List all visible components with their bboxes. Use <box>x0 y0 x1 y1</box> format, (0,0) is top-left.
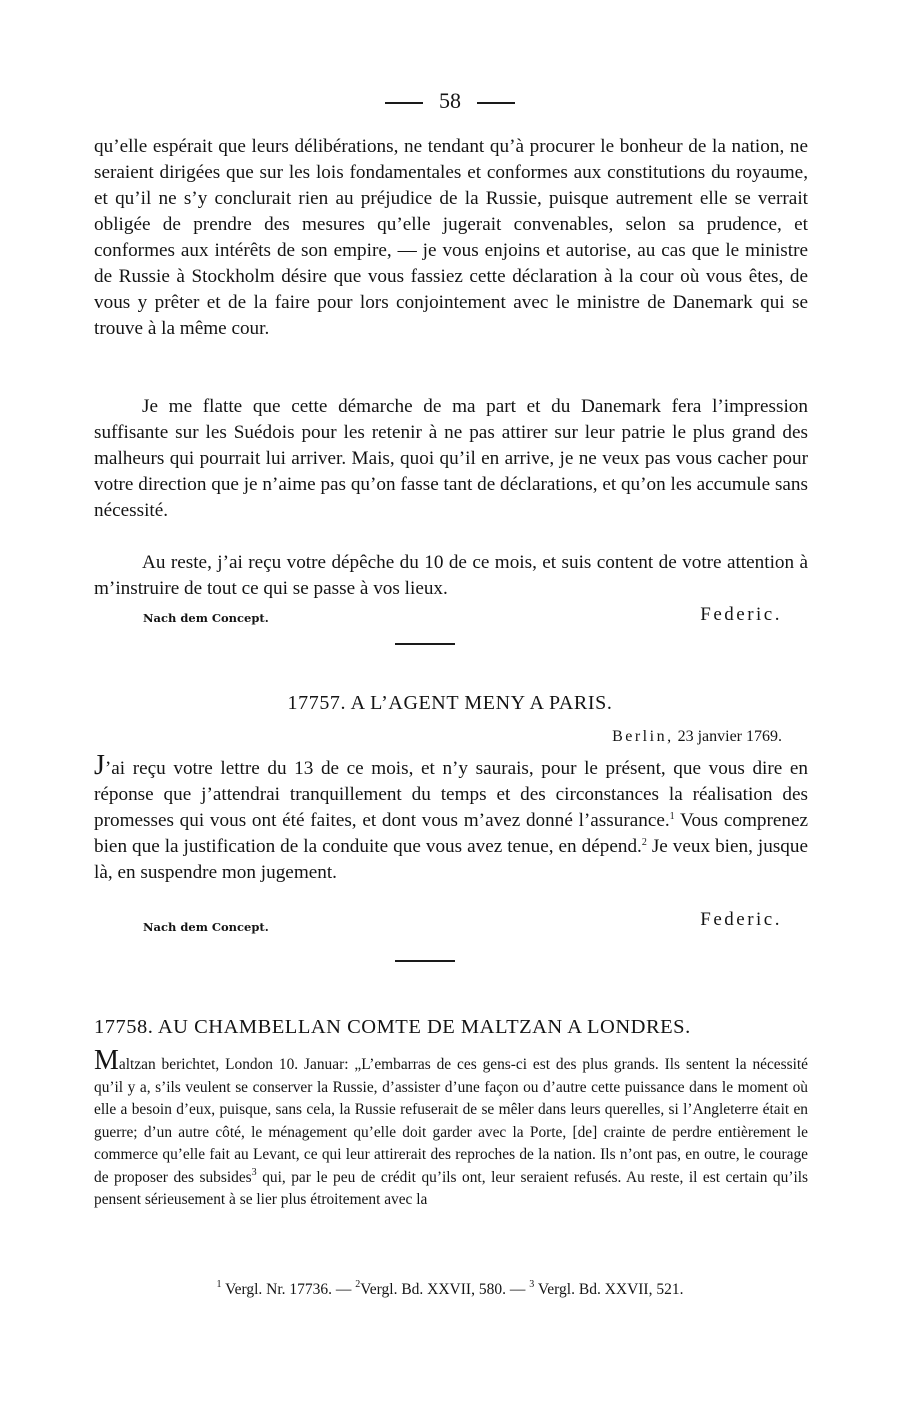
footnote-2-mark: 2 <box>355 1279 361 1290</box>
letter-2-text-b: Vous comprenez bien que la justification de la conduite que vous avez tenue, en dépend. <box>94 810 808 857</box>
letter-1-paragraph-2: Je me flatte que cette démarche de ma part et du Danemark fera l’impression suffisante sur les Suédois pour les retenir à ne pas attirer sur leur patrie le plus grand des malheurs qui pourrait lui arriver. Mais, quoi qu’il en arrive, je ne veux pas vous cacher pour votre direction que je n’aime pas qu’on fasse tant de déclarations, et qu’on les accumule sans nécessité. <box>94 396 808 521</box>
header-dash-right <box>477 102 515 104</box>
letter-3-text-b: qui, par le peu de crédit qu’ils ont, leur seraient refusés. Au reste, il est certain qu’ils pensent sérieusement à se lier plus étroitement avec la <box>94 1168 808 1208</box>
letter-3-body <box>94 1045 808 1212</box>
letter-2-date-city: Berlin, <box>612 728 674 745</box>
footnote-2 <box>355 1281 506 1298</box>
footnote-separator-1: — <box>335 1281 352 1298</box>
footnote-1-mark: 1 <box>216 1279 222 1290</box>
letter-3-heading: 17758. AU CHAMBELLAN COMTE DE MALTZAN A LONDRES. <box>94 1016 691 1038</box>
header-dash-left <box>385 102 423 104</box>
letter-1-source-note: Nach dem Concept. <box>143 611 269 625</box>
section-divider-2 <box>395 960 455 962</box>
letter-2-text-a: ’ai reçu votre lettre du 13 de ce mois, et n’y saurais, pour le présent, que vous dire en réponse que j’attendrai tranquillement du temps et des circonstances la réalisation des promesses qui vous ont été faites, et dont vous m’avez donné l’assurance. <box>94 758 808 831</box>
letter-2-signature: Federic. <box>700 909 782 930</box>
footnote-3 <box>529 1281 683 1298</box>
letter-2-source-note: Nach dem Concept. <box>143 920 269 934</box>
letter-1-paragraph-1: qu’elle espérait que leurs délibérations, ne tendant qu’à procurer le bonheur de la nation, ne seraient dirigées que sur les lois fondamentales et conformes aux constitutions du royaume, et qu’il ne s’y conclurait rien au préjudice de la Russie, puisque autrement elle se verrait obligée de prendre des mesures qu’elle jugerait convenables, selon sa prudence, et conformes aux intérêts de son empire, — je vous enjoins et autorise, au cas que le ministre de Russie à Stockholm désire que vous fassiez cette déclaration à la cour où vous êtes, de vous y prêter et de la faire pour lors conjointement avec le ministre de Danemark qui se trouve à la même cour. <box>94 136 808 339</box>
letter-1-signature: Federic. <box>700 604 782 625</box>
letter-3-text-a: altzan berichtet, London 10. Januar: „L’embarras de ces gens-ci est des plus grands. Ils sentent la nécessité qu’il y a, s’ils veulent se conserver la Russie, d’assister d’une façon ou d’autre cette puissance dans le moment où elle a besoin d’eux, puisque, sans cela, la Russie refuserait de se mêler dans leurs querelles, si l’Angleterre était en guerre; d’un autre côté, le ménagement qu’elle doit garder avec la Porte, [de] crainte de perdre entièrement le commerce qu’elle fait au Levant, ce qui leur attirerait des reproches de la nation. Ils n’ont pas, en outre, le courage de proposer des subsides <box>94 1056 808 1186</box>
footnote-ref-3: 3 <box>251 1166 257 1178</box>
footnote-ref-2: 2 <box>641 837 647 848</box>
letter-2-body <box>94 750 808 886</box>
letter-1-paragraph-3: Au reste, j’ai reçu votre dépêche du 10 de ce mois, et suis content de votre attention à m’instruire de tout ce qui se passe à vos lieux. <box>94 552 808 599</box>
letter-2-date: 23 janvier 1769. <box>677 728 782 745</box>
footnote-3-text: Vergl. Bd. XXVII, 521. <box>537 1281 684 1298</box>
page-number: 58 <box>439 88 461 113</box>
footnote-2-text: Vergl. Bd. XXVII, 580. <box>360 1281 506 1298</box>
footnote-3-mark: 3 <box>529 1279 535 1290</box>
letter-2-text-c: Je veux bien, jusque là, en suspendre mon jugement. <box>94 836 808 883</box>
footnote-ref-1: 1 <box>669 811 675 822</box>
footnote-separator-2: — <box>509 1281 526 1298</box>
letter-2-dateline <box>612 728 782 746</box>
footnote-1 <box>217 1281 333 1298</box>
letter-2-initial: J <box>94 750 105 781</box>
letter-3-initial: M <box>94 1045 119 1076</box>
letter-2-heading: 17757. A L’AGENT MENY A PARIS. <box>287 692 613 714</box>
page-header <box>0 88 900 114</box>
section-divider-1 <box>395 643 455 645</box>
footnote-1-text: Vergl. Nr. 17736. <box>225 1281 333 1298</box>
footnotes <box>0 1281 900 1299</box>
